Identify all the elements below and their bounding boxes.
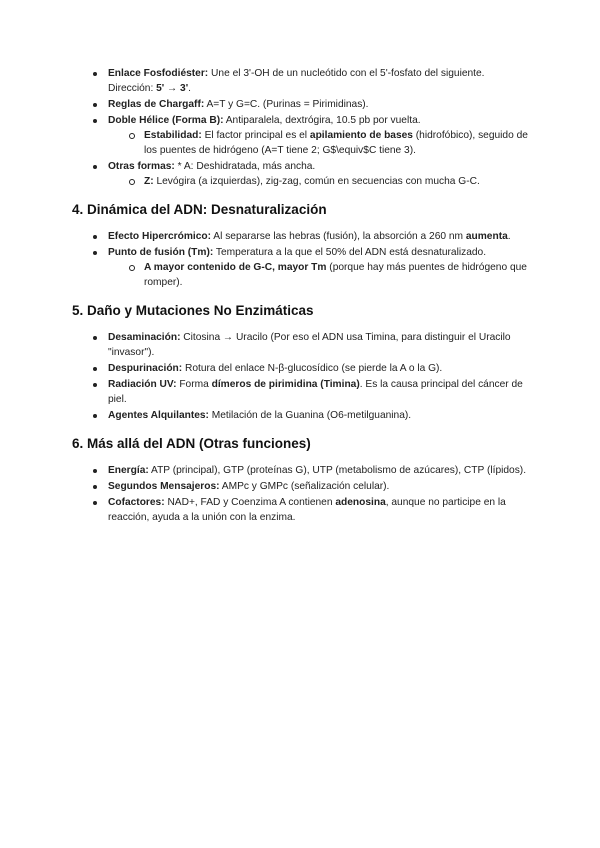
document-content bbox=[72, 66, 532, 537]
section-heading: 4. Dinámica del ADN: Desnaturalización bbox=[72, 202, 327, 217]
list-item: Radiación UV: Forma dímeros de pirimidina (Timina). Es la causa principal del cáncer de piel. bbox=[72, 377, 532, 407]
section-heading: 6. Más allá del ADN (Otras funciones) bbox=[72, 436, 311, 451]
structure-list bbox=[72, 66, 532, 189]
list-item: Reglas de Chargaff: A=T y G=C. (Purinas = Pirimidinas). bbox=[72, 97, 532, 112]
section-5-list bbox=[72, 330, 532, 423]
list-item: Punto de fusión (Tm): Temperatura a la que el 50% del ADN está desnaturalizado. A mayor contenido de G-C, mayor Tm (porque hay más puentes de hidrógeno que romper). bbox=[72, 245, 532, 290]
list-item: Cofactores: NAD+, FAD y Coenzima A contienen adenosina, aunque no participe en la reacción, ayuda a la unión con la enzima. bbox=[72, 495, 532, 525]
list-item: Desaminación: Citosina → Uracilo (Por eso el ADN usa Timina, para distinguir el Uracilo "invasor"). bbox=[72, 330, 532, 360]
list-item: Segundos Mensajeros: AMPc y GMPc (señalización celular). bbox=[72, 479, 532, 494]
list-item: Efecto Hipercrómico: Al separarse las hebras (fusión), la absorción a 260 nm aumenta. bbox=[72, 229, 532, 244]
section-4-list bbox=[72, 229, 532, 290]
sub-list bbox=[108, 174, 532, 189]
sub-list bbox=[108, 128, 532, 158]
list-item: Despurinación: Rotura del enlace N-β-glucosídico (se pierde la A o la G). bbox=[72, 361, 532, 376]
list-item: Energía: ATP (principal), GTP (proteínas G), UTP (metabolismo de azúcares), CTP (lípidos). bbox=[72, 463, 532, 478]
list-item: Doble Hélice (Forma B): Antiparalela, dextrógira, 10.5 pb por vuelta. Estabilidad: El factor principal es el apilamiento de bases (hidrofóbico), seguido de los puentes de hidrógeno (A=T tiene 2; G$\equiv$C tiene 3). bbox=[72, 113, 532, 158]
sub-list bbox=[108, 260, 532, 290]
section-6-list bbox=[72, 463, 532, 525]
list-item: Agentes Alquilantes: Metilación de la Guanina (O6-metilguanina). bbox=[72, 408, 532, 423]
list-item: Otras formas: * A: Deshidratada, más ancha. Z: Levógira (a izquierdas), zig-zag, común en secuencias con mucha G-C. bbox=[72, 159, 532, 189]
list-item: Enlace Fosfodiéster: Une el 3'-OH de un nucleótido con el 5'-fosfato del siguiente. Dirección: 5' → 3'. bbox=[72, 66, 532, 96]
sub-list-item: Estabilidad: El factor principal es el apilamiento de bases (hidrofóbico), seguido de los puentes de hidrógeno (A=T tiene 2; G$\equiv$C tiene 3). bbox=[72, 128, 532, 158]
sub-list-item: Z: Levógira (a izquierdas), zig-zag, común en secuencias con mucha G-C. bbox=[72, 174, 532, 189]
sub-list-item: A mayor contenido de G-C, mayor Tm (porque hay más puentes de hidrógeno que romper). bbox=[72, 260, 532, 290]
section-heading: 5. Daño y Mutaciones No Enzimáticas bbox=[72, 303, 314, 318]
